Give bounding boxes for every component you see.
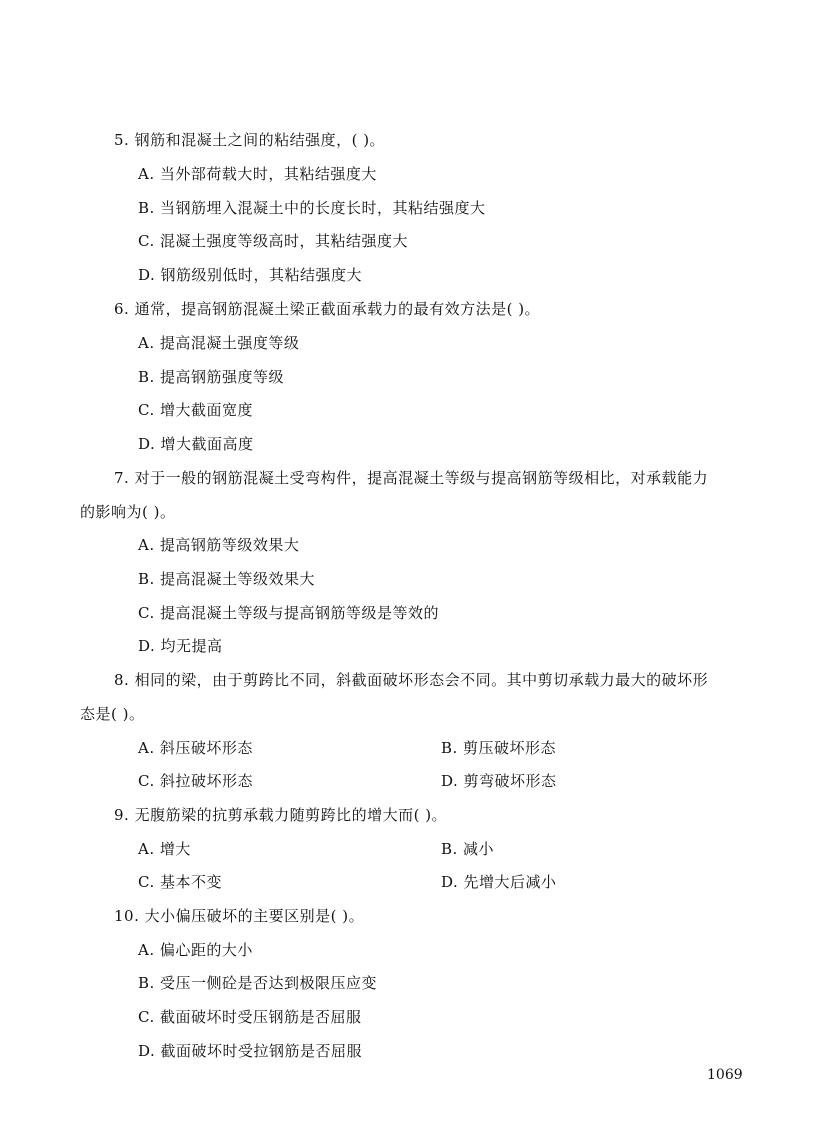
question-9-stem: 9. 无腹筋梁的抗剪承载力随剪跨比的增大而( )。: [114, 806, 448, 824]
question-6-option-d: D. 增大截面高度: [138, 435, 254, 453]
question-6-stem: 6. 通常，提高钢筋混凝土梁正截面承载力的最有效方法是( )。: [114, 300, 541, 318]
question-7-option-c: C. 提高混凝土等级与提高钢筋等级是等效的: [138, 604, 439, 622]
question-5-option-d: D. 钢筋级别低时，其粘结强度大: [138, 266, 363, 284]
question-9-option-d: D. 先增大后减小: [441, 873, 557, 891]
question-9-option-b: B. 减小: [441, 840, 495, 858]
question-5-option-a: A. 当外部荷载大时，其粘结强度大: [138, 165, 377, 183]
question-8-option-c: C. 斜拉破坏形态: [138, 772, 253, 790]
question-8-stem-continued: 态是( )。: [80, 705, 145, 723]
question-5-stem: 5. 钢筋和混凝土之间的粘结强度，( )。: [114, 131, 386, 149]
question-7-option-a: A. 提高钢筋等级效果大: [138, 536, 300, 554]
question-10-option-a: A. 偏心距的大小: [138, 941, 253, 959]
question-7-option-b: B. 提高混凝土等级效果大: [138, 570, 316, 588]
question-5-option-b: B. 当钢筋埋入混凝土中的长度长时，其粘结强度大: [138, 199, 486, 217]
question-7-stem-continued: 的影响为( )。: [80, 503, 176, 521]
question-8-option-a: A. 斜压破坏形态: [138, 739, 253, 757]
question-8-stem: 8. 相同的梁，由于剪跨比不同，斜截面破坏形态会不同。其中剪切承载力最大的破坏形: [114, 671, 709, 689]
question-8-option-b: B. 剪压破坏形态: [441, 739, 557, 757]
question-8-option-d: D. 剪弯破坏形态: [441, 772, 557, 790]
question-6-option-a: A. 提高混凝土强度等级: [138, 334, 300, 352]
question-9-option-c: C. 基本不变: [138, 873, 222, 891]
question-5-option-c: C. 混凝土强度等级高时，其粘结强度大: [138, 232, 408, 250]
question-9-option-a: A. 增大: [138, 840, 191, 858]
question-7-option-d: D. 均无提高: [138, 637, 223, 655]
page-number: 1069: [707, 1067, 743, 1083]
question-10-option-c: C. 截面破坏时受压钢筋是否屈服: [138, 1008, 362, 1026]
question-6-option-b: B. 提高钢筋强度等级: [138, 368, 285, 386]
question-10-stem: 10. 大小偏压破坏的主要区别是( )。: [114, 907, 365, 925]
question-6-option-c: C. 增大截面宽度: [138, 401, 253, 419]
question-7-stem: 7. 对于一般的钢筋混凝土受弯构件，提高混凝土等级与提高钢筋等级相比，对承载能力: [114, 469, 709, 487]
question-10-option-d: D. 截面破坏时受拉钢筋是否屈服: [138, 1042, 363, 1060]
question-10-option-b: B. 受压一侧砼是否达到极限压应变: [138, 974, 378, 992]
